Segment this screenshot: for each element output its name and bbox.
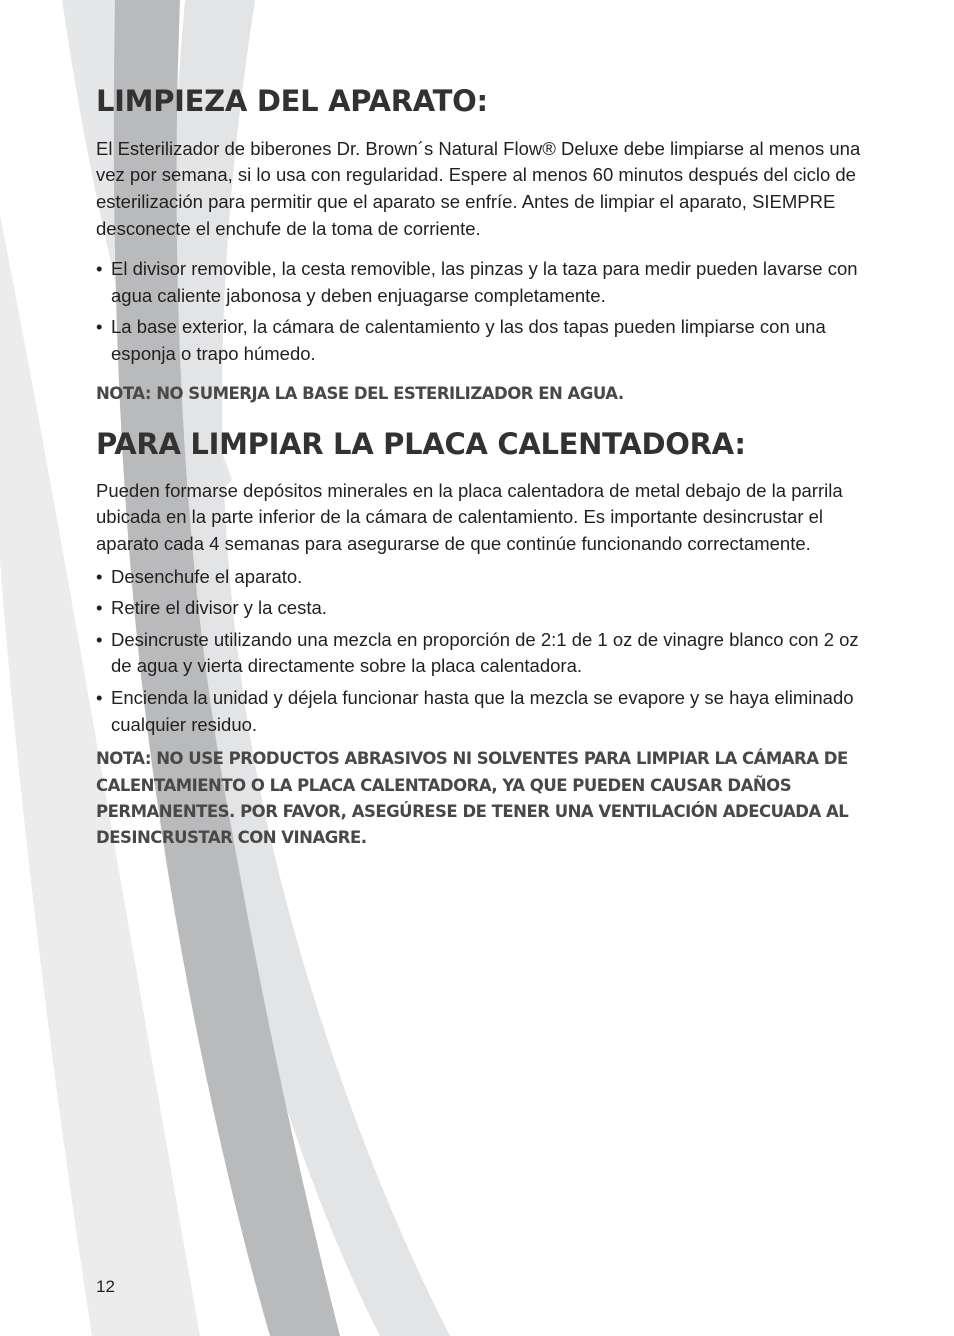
heating-plate-bullet-list [96,564,866,739]
list-item [96,595,866,622]
heating-plate-note: NOTA: NO USE PRODUCTOS ABRASIVOS NI SOLVENTES PARA LIMPIAR LA CÁMARA DE CALENTAMIENTO O LA PLACA CALENTADORA, YA QUE PUEDEN CAUSAR DAÑOS PERMANENTES. POR FAVOR, ASEGÚRESE DE TENER UNA VENTILACIÓN ADECUADA AL DESINCRUSTAR CON VINAGRE. [96,749,849,848]
list-item [96,564,866,591]
bullet-icon: • [96,258,103,280]
list-item [96,627,866,680]
cleaning-note: NOTA: NO SUMERJA LA BASE DEL ESTERILIZADOR EN AGUA. [96,383,624,403]
cleaning-intro-paragraph: El Esterilizador de biberones Dr. Brown´s Natural Flow® Deluxe debe limpiarse al menos una vez por semana, si lo usa con regularidad. Espere al menos 60 minutos después del ciclo de esterilización para permitir que el aparato se enfríe. Antes de limpiar el aparato, SIEMPRE desconecte el enchufe de la toma de corriente. [96,137,861,239]
list-item [96,256,866,309]
list-item-text: Encienda la unidad y déjela funcionar hasta que la mezcla se evapore y se haya eliminado cualquier residuo. [111,686,854,735]
page-content [96,84,866,852]
list-item-text: La base exterior, la cámara de calentamiento y las dos tapas pueden limpiarse con una esponja o trapo húmedo. [111,316,826,364]
page-number: 12 [96,1277,115,1296]
list-item-text: Desincruste utilizando una mezcla en proporción de 2:1 de 1 oz de vinagre blanco con 2 oz de agua y vierta directamente sobre la placa calentadora. [111,628,859,677]
section-heading-cleaning: LIMPIEZA DEL APARATO: [96,84,488,118]
bullet-icon: • [96,316,103,338]
list-item-text: Retire el divisor y la cesta. [111,597,327,619]
list-item-text: El divisor removible, la cesta removible, las pinzas y la taza para medir pueden lavarse con agua caliente jabonosa y deben enjuagarse completamente. [111,258,858,306]
list-item [96,685,866,738]
bullet-icon: • [96,628,103,650]
cleaning-bullet-list [96,256,866,367]
list-item [96,314,866,367]
bullet-icon: • [96,597,103,619]
bullet-icon: • [96,686,103,708]
heating-plate-intro-paragraph: Pueden formarse depósitos minerales en la placa calentadora de metal debajo de la parrila ubicada en la parte inferior de la cámara de calentamiento. Es importante desincrustar el aparato cada 4 semanas para asegurarse de que continúe funcionando correctamente. [96,479,843,554]
bullet-icon: • [96,565,103,587]
list-item-text: Desenchufe el aparato. [111,565,303,587]
section-heading-heating-plate: PARA LIMPIAR LA PLACA CALENTADORA: [96,426,746,461]
